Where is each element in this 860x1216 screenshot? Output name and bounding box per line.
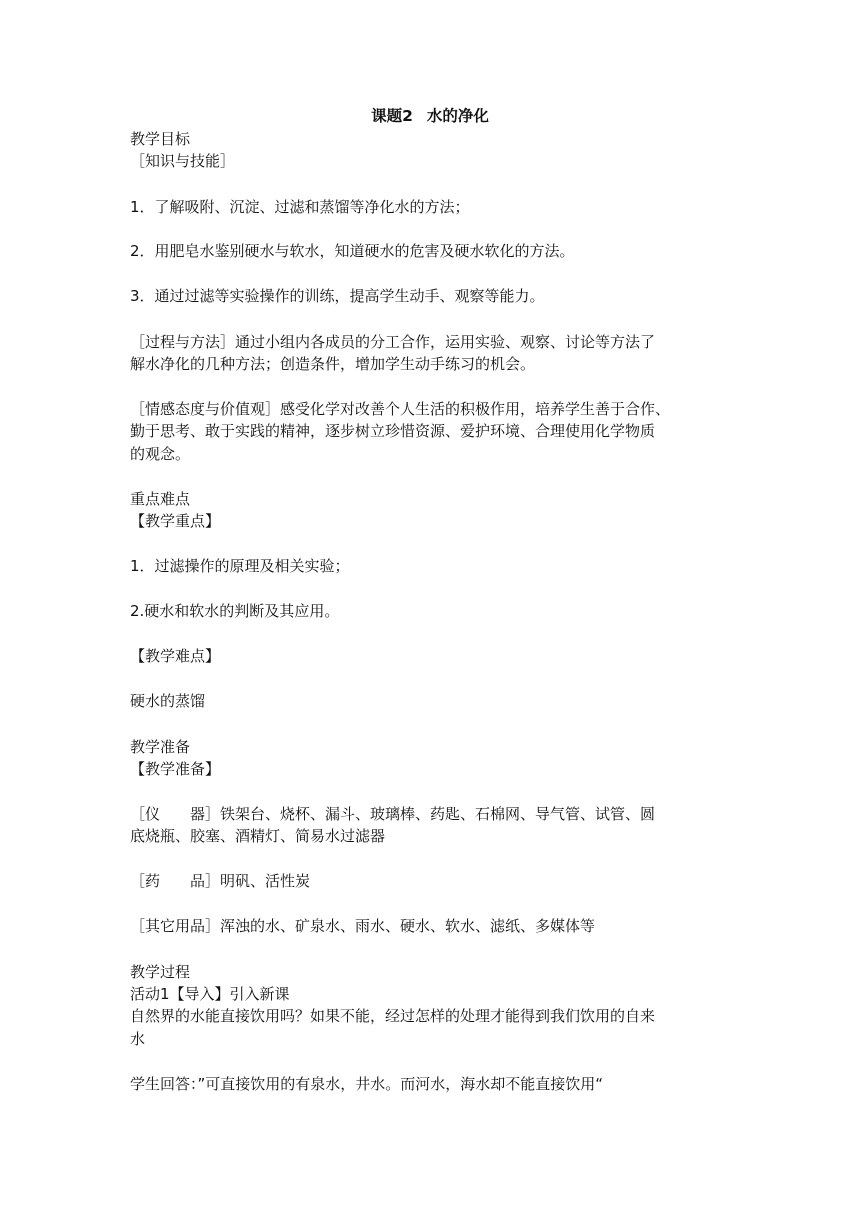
subheading-teaching-focus: 【教学重点】 xyxy=(130,512,221,530)
difficulty-item: 硬水的蒸馏 xyxy=(130,692,206,710)
instruments-line-1: ［仪 器］铁架台、烧杯、漏斗、玻璃棒、药匙、石棉网、导气管、试管、圆 xyxy=(130,805,656,823)
intro-question-line-1: 自然界的水能直接饮用吗？如果不能，经过怎样的处理才能得到我们饮用的自来 xyxy=(130,1007,656,1025)
document-title xyxy=(0,105,860,127)
student-answer-line: 学生回答：”可直接饮用的有泉水，井水。而河水，海水却不能直接饮用“ xyxy=(130,1075,604,1093)
focus-item-1: 1．过滤操作的原理及相关实验； xyxy=(130,557,350,575)
process-method-line-1: ［过程与方法］通过小组内各成员的分工合作，运用实验、观察、讨论等方法了 xyxy=(130,333,656,351)
focus-item-2: 2.硬水和软水的判断及其应用。 xyxy=(130,602,340,620)
section-heading-key-points: 重点难点 xyxy=(130,490,191,508)
title-main: 水的净化 xyxy=(426,107,489,125)
activity-1-heading: 活动1【导入】引入新课 xyxy=(130,985,290,1003)
other-supplies-line: ［其它用品］浑浊的水、矿泉水、雨水、硬水、软水、滤纸、多媒体等 xyxy=(130,917,596,935)
chemicals-line: ［药 品］明矾、活性炭 xyxy=(130,872,311,890)
process-method-line-2: 解水净化的几种方法；创造条件，增加学生动手练习的机会。 xyxy=(130,355,536,373)
emotion-values-line-3: 的观念。 xyxy=(130,445,191,463)
section-heading-process: 教学过程 xyxy=(130,963,191,981)
objective-item-2: 2．用肥皂水鉴别硬水与软水，知道硬水的危害及硬水软化的方法。 xyxy=(130,242,575,260)
section-heading-objectives: 教学目标 xyxy=(130,130,191,148)
title-prefix: 课题2 xyxy=(371,107,413,125)
emotion-values-line-2: 勤于思考、敢于实践的精神，逐步树立珍惜资源、爱护环境、合理使用化学物质 xyxy=(130,422,656,440)
instruments-line-2: 底烧瓶、胶塞、酒精灯、简易水过滤器 xyxy=(130,827,386,845)
emotion-values-line-1: ［情感态度与价值观］感受化学对改善个人生活的积极作用，培养学生善于合作、 xyxy=(130,400,671,418)
subheading-teaching-difficulty: 【教学难点】 xyxy=(130,647,221,665)
intro-question-line-2: 水 xyxy=(130,1030,146,1048)
subheading-knowledge-skills: ［知识与技能］ xyxy=(130,152,236,170)
subheading-preparation: 【教学准备】 xyxy=(130,760,221,778)
objective-item-1: 1．了解吸附、沉淀、过滤和蒸馏等净化水的方法； xyxy=(130,198,470,216)
objective-item-3: 3．通过过滤等实验操作的训练，提高学生动手、观察等能力。 xyxy=(130,287,545,305)
section-heading-preparation: 教学准备 xyxy=(130,738,191,756)
